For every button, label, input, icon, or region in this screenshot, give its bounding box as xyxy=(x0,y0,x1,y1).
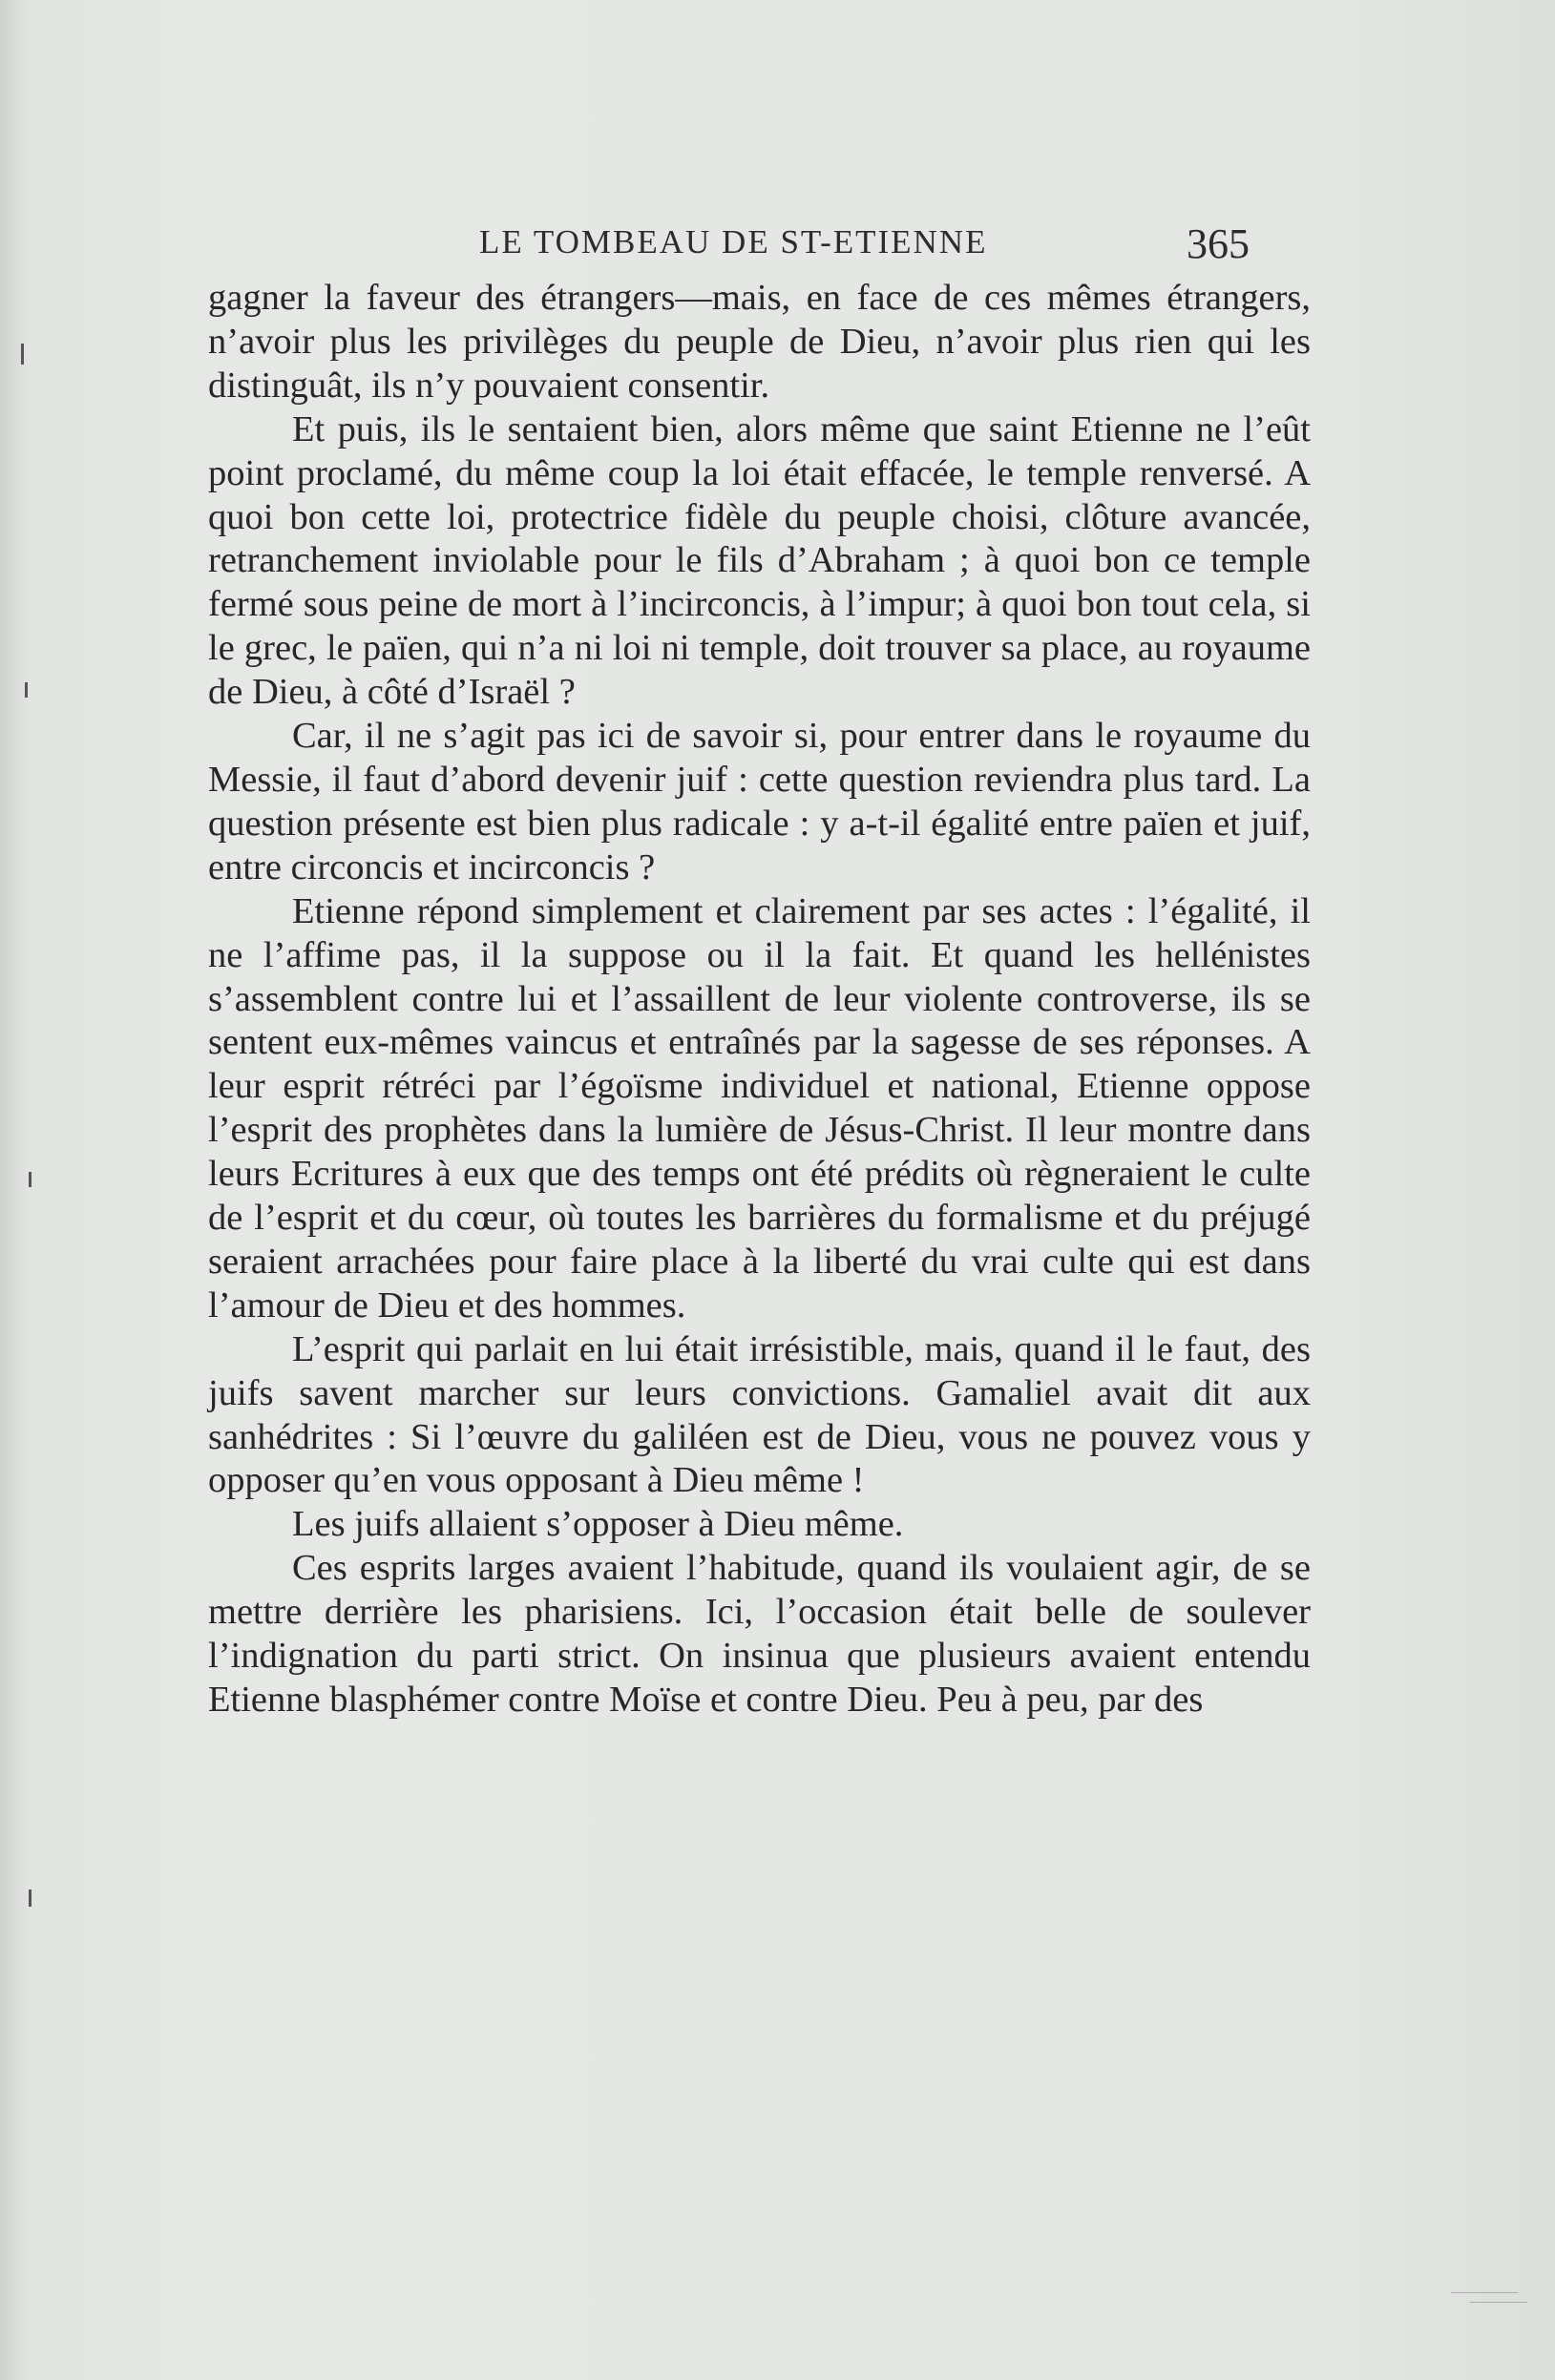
margin-tick-mark xyxy=(25,682,28,698)
paragraph-continued: gagner la faveur des étrangers—mais, en face de ces mêmes étrangers, n’avoir plus les privilèges du peuple de Dieu, n’avoir plus rien qui les distinguât, ils n’y pouvaient consentir. xyxy=(208,278,1311,406)
margin-tick-mark xyxy=(21,344,24,365)
paragraph: Etienne répond simplement et clairement par ses actes : l’égalité, il ne l’affime pas, il la suppose ou il la fait. Et quand les hellénistes s’assemblent contre lui et l’assaillent de leur violente controverse, ils se sentent eux-mêmes vaincus et entraînés par la sagesse de ses réponses. A leur esprit rétréci par l’égoïsme individuel et national, Etienne oppose l’esprit des prophètes dans la lumière de Jésus-Christ. Il leur montre dans leurs Ecritures à eux que des temps ont été prédits où règneraient le culte de l’esprit et du cœur, où toutes les barrières du formalisme et du préjugé seraient arrachées pour faire place à la liberté du vrai culte qui est dans l’amour de Dieu et des hommes. xyxy=(208,890,1311,1326)
paragraph: Car, il ne s’agit pas ici de savoir si, pour entrer dans le royaume du Messie, il faut d’abord devenir juif : cette question reviendra plus tard. La question présente est bien plus radicale : y a-t-il égalité entre païen et juif, entre circoncis et incirconcis ? xyxy=(208,716,1311,887)
running-head: LE TOMBEAU DE ST-ETIENNE xyxy=(479,223,988,261)
margin-tick-mark xyxy=(29,1889,32,1907)
page-corner-crease xyxy=(1470,2302,1527,2303)
paragraph: L’esprit qui parlait en lui était irrésistible, mais, quand il le faut, des juifs savent marcher sur leurs convictions. Gamaliel avait dit aux sanhédrites : Si l’œuvre du galiléen est de Dieu, vous ne pouvez vous y opposer qu’en vous opposant à Dieu même ! xyxy=(208,1328,1311,1501)
page-number: 365 xyxy=(1187,220,1250,267)
paragraph: Les juifs allaient s’opposer à Dieu même. xyxy=(292,1504,904,1545)
page-header xyxy=(0,219,1555,267)
margin-tick-mark xyxy=(29,1172,32,1187)
paragraph: Et puis, ils le sentaient bien, alors même que saint Etienne ne l’eût point proclamé, du même coup la loi était effacée, le temple renversé. A quoi bon cette loi, protectrice fidèle du peuple choisi, clôture avancée, retranchement inviolable pour le fils d’Abraham ; à quoi bon ce temple fermé sous peine de mort à l’incirconcis, à l’impur; à quoi bon tout cela, si le grec, le païen, qui n’a ni loi ni temple, doit trouver sa place, au royaume de Dieu, à côté d’Israël ? xyxy=(208,408,1311,713)
page-corner-crease xyxy=(1451,2292,1518,2293)
body-text xyxy=(208,277,1311,1722)
paragraph: Ces esprits larges avaient l’habitude, quand ils voulaient agir, de se mettre derrière les pharisiens. Ici, l’occasion était belle de soulever l’indignation du parti strict. On insinua que plusieurs avaient entendu Etienne blasphémer contre Moïse et contre Dieu. Peu à peu, par des xyxy=(208,1548,1311,1720)
